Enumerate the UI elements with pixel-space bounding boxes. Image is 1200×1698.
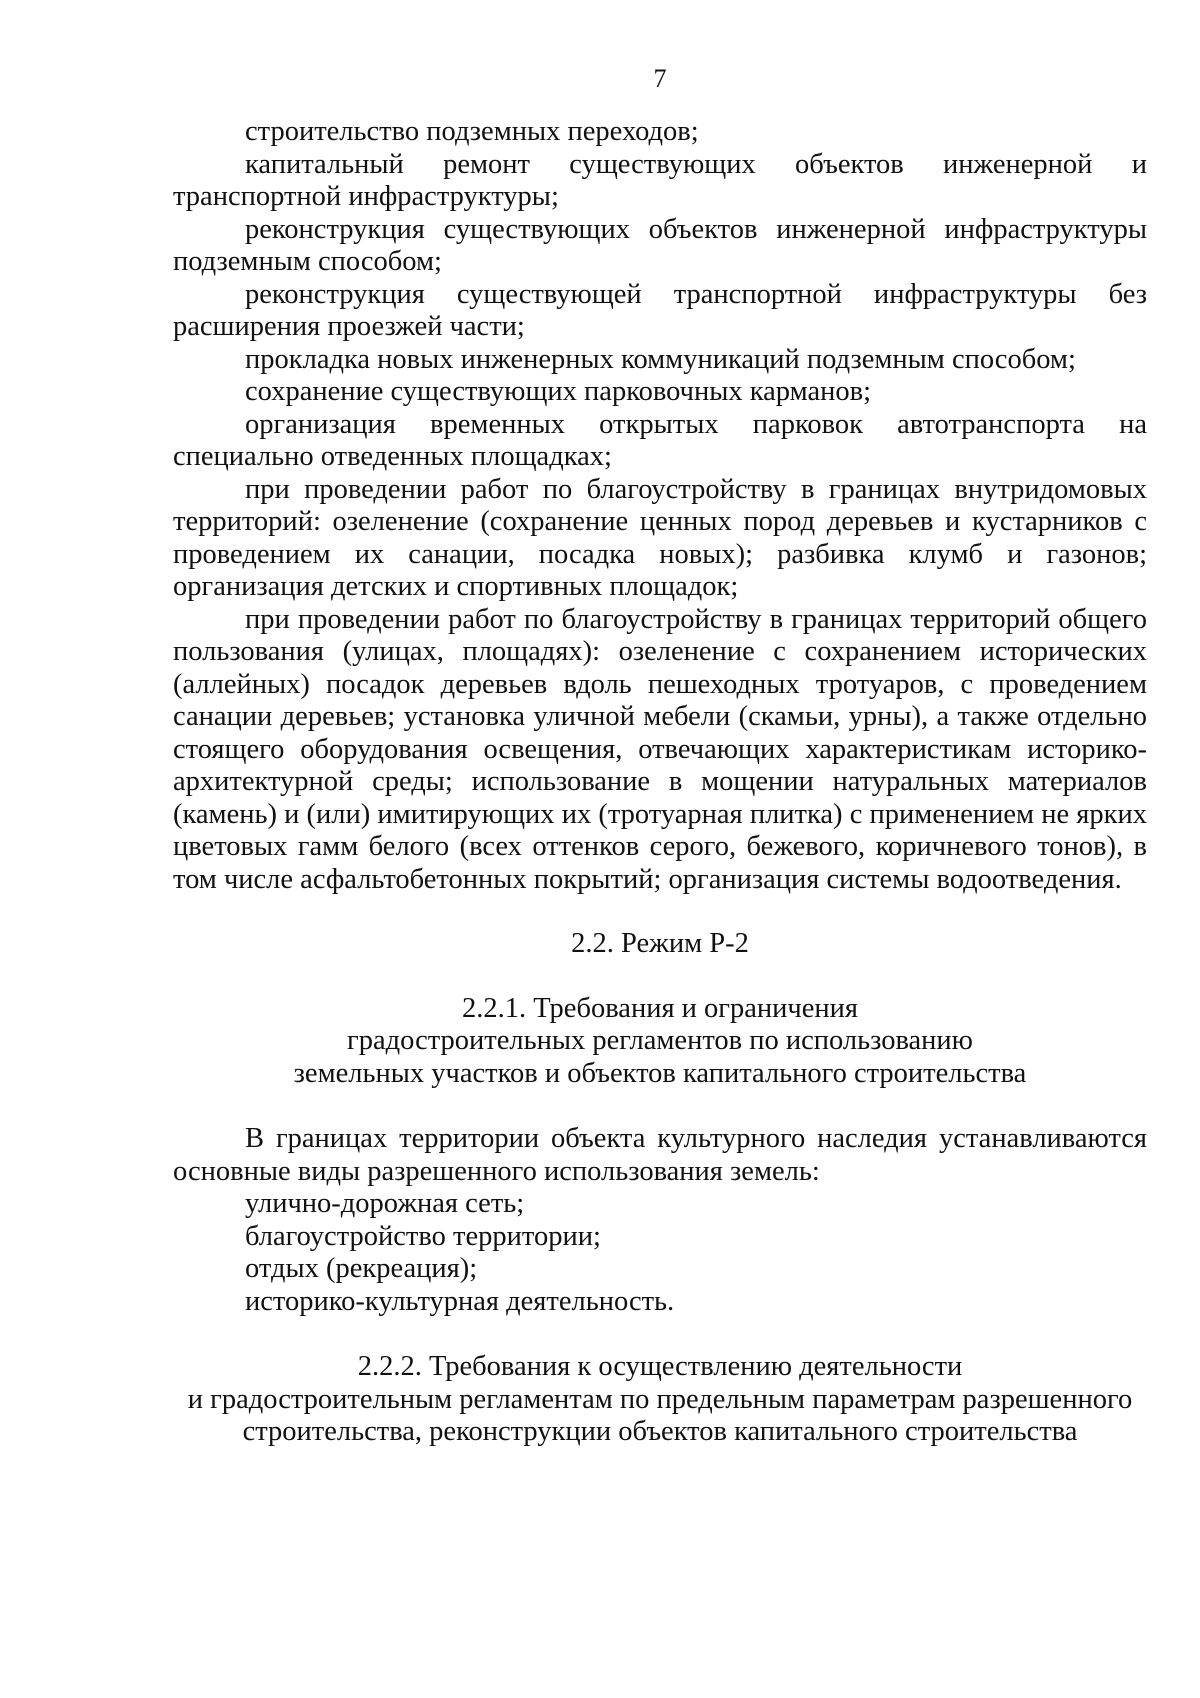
subsection-1-heading-line: земельных участков и объектов капитального строительства <box>293 1057 1027 1089</box>
paragraph-parking-pockets: сохранение существующих парковочных карманов; <box>245 376 871 407</box>
subsection-1-heading-line: 2.2.1. Требования и ограничения <box>461 992 858 1024</box>
subsection-2-heading <box>173 1351 1147 1449</box>
paragraph-public-space-improvement: при проведении работ по благоустройству в границах территорий общего пользования (улицах, площадях): озеленение с сохранением исторических (аллейных) посадок деревьев вдоль пешеходных тротуаров, с проведением санации деревьев; установка уличной мебели (скамьи, урны), а также отдельно стоящего оборудования освещения, отвечающих характеристикам историко-архитектурной среды; использование в мощении натуральных материалов (камень) и (или) имитирующих их (тротуарная плитка) с применением не ярких цветовых гамм белого (всех оттенков серого, бежевого, коричневого тонов), в том числе асфальтобетонных покрытий; организация системы водоотведения. <box>173 603 1147 895</box>
subsection-2-heading-line: и градостроительным регламентам по предельным параметрам разрешенного <box>187 1383 1133 1415</box>
permitted-use-item: отдых (рекреация); <box>245 1253 478 1284</box>
paragraph-transport-reconstruction: реконструкция существующей транспортной инфраструктуры без расширения проезжей части; <box>173 278 1147 342</box>
page-number: 7 <box>653 64 667 93</box>
subsection-1-heading-line: градостроительных регламентов по использованию <box>347 1025 973 1056</box>
permitted-use-item: благоустройство территории; <box>245 1220 601 1252</box>
subsection-2-heading-line: строительства, реконструкции объектов капитального строительства <box>242 1416 1078 1447</box>
paragraph-engineering-reconstruction: реконструкция существующих объектов инженерной инфраструктуры подземным способом; <box>173 213 1147 277</box>
permitted-use-item: улично-дорожная сеть; <box>245 1188 525 1219</box>
subsection-1-heading <box>173 993 1147 1091</box>
paragraph-courtyard-improvement: при проведении работ по благоустройству в границах внутридомовых территорий: озеленение (сохранение ценных пород деревьев и кустарников с проведением их санации, посадка новых); разбивка клумб и газонов; организация детских и спортивных площадок; <box>173 473 1147 602</box>
subsection-2-heading-line: 2.2.2. Требования к осуществлению деятельности <box>357 1351 963 1382</box>
section-heading: 2.2. Режим Р-2 <box>571 928 749 959</box>
permitted-use-item: историко-культурная деятельность. <box>245 1285 675 1317</box>
document-page <box>173 64 1147 1449</box>
paragraph-new-utilities: прокладка новых инженерных коммуникаций подземным способом; <box>245 343 1076 375</box>
paragraph-capital-repair: капитальный ремонт существующих объектов инженерной и транспортной инфраструктуры; <box>173 148 1147 212</box>
paragraph-temporary-parking: организация временных открытых парковок автотранспорта на специально отведенных площадках; <box>173 408 1147 472</box>
permitted-uses-intro: В границах территории объекта культурного наследия устанавливаются основные виды разрешенного использования земель: <box>173 1123 1147 1187</box>
paragraph-underground-crossings: строительство подземных переходов; <box>245 116 699 147</box>
